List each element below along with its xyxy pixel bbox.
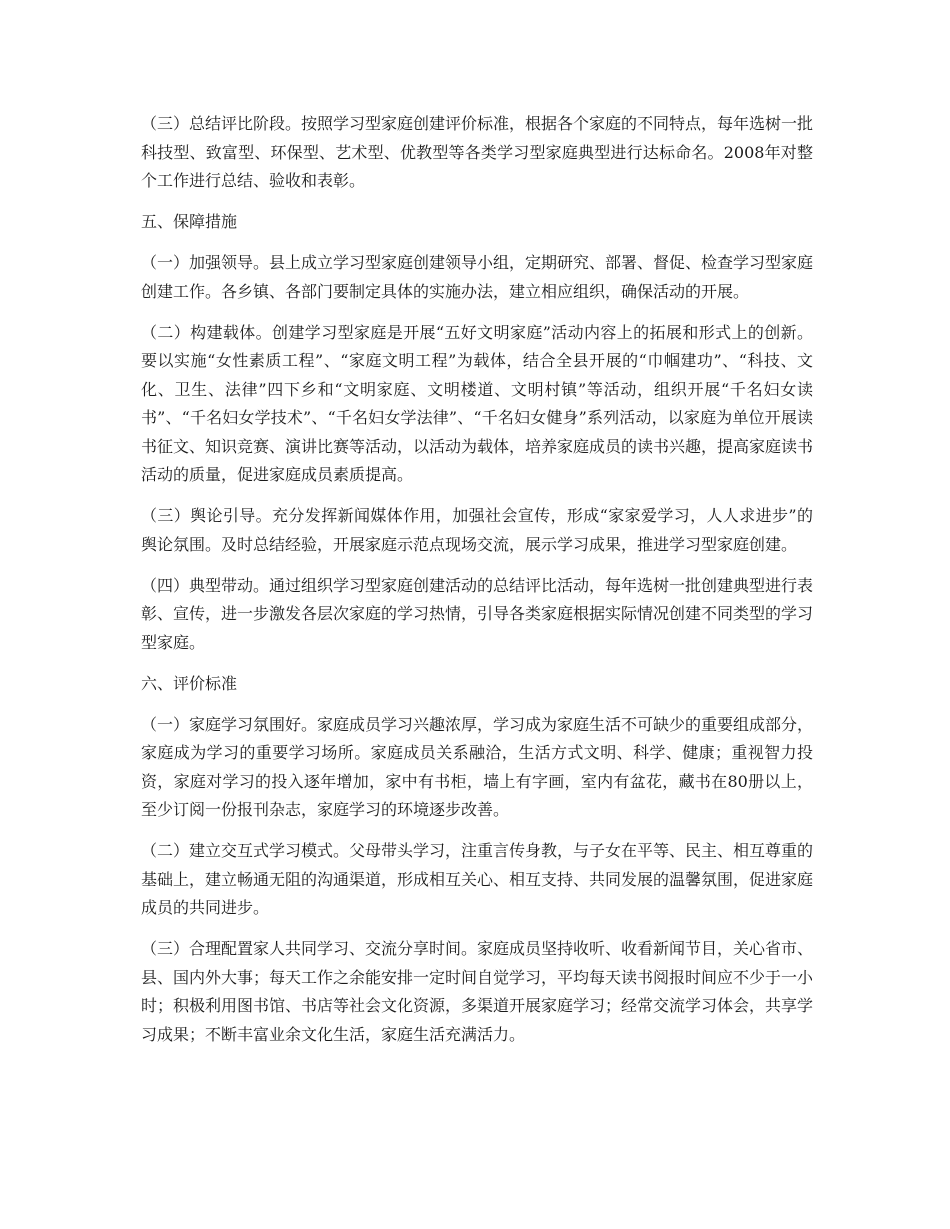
section-heading-safeguards: 五、保障措施 <box>141 212 238 231</box>
paragraph-summary-stage: （三）总结评比阶段。按照学习型家庭创建评价标准，根据各个家庭的不同特点，每年选树一批科技型、致富型、环保型、艺术型、优教型等各类学习型家庭典型进行达标命名。2008年对整个工作进行总结、验收和表彰。 <box>141 114 814 190</box>
paragraph-shared-time: （三）合理配置家人共同学习、交流分享时间。家庭成员坚持收听、收看新闻节目，关心省市、县、国内外大事；每天工作之余能安排一定时间自觉学习，平均每天读书阅报时间应不少于一小时；积极利用图书馆、书店等社会文化资源，多渠道开展家庭学习；经常交流学习体会，共享学习成果；不断丰富业余文化生活，家庭生活充满活力。 <box>141 939 814 1044</box>
document-body <box>141 110 813 1062</box>
section-heading-criteria: 六、评价标准 <box>141 673 238 693</box>
paragraph-public-opinion: （三）舆论引导。充分发挥新闻媒体作用，加强社会宣传，形成“家家爱学习，人人求进步”的舆论氛围。及时总结经验，开展家庭示范点现场交流，展示学习成果，推进学习型家庭创建。 <box>141 506 813 554</box>
paragraph-leadership: （一）加强领导。县上成立学习型家庭创建领导小组，定期研究、部署、督促、检查学习型家庭创建工作。各乡镇、各部门要制定具体的实施办法，建立相应组织，确保活动的开展。 <box>141 253 814 301</box>
paragraph-carrier: （二）构建载体。创建学习型家庭是开展“五好文明家庭”活动内容上的拓展和形式上的创新。要以实施“女性素质工程”、“家庭文明工程”为载体，结合全县开展的“巾帼建功”、“科技、文化、卫生、法律”四下乡和“文明家庭、文明楼道、文明村镇”等活动，组织开展“千名妇女读书”、“千名妇女学技术”、“千名妇女学法律”、“千名妇女健身”系列活动，以家庭为单位开展读书征文、知识竞赛、演讲比赛等活动，以活动为载体，培养家庭成员的读书兴趣，提高家庭读书活动的质量，促进家庭成员素质提高。 <box>141 322 814 484</box>
paragraph-interactive-learning: （二）建立交互式学习模式。父母带头学习，注重言传身教，与子女在平等、民主、相互尊重的基础上，建立畅通无阻的沟通渠道，形成相互关心、相互支持、共同发展的温馨氛围，促进家庭成员的共同进步。 <box>141 841 814 917</box>
paragraph-learning-atmosphere: （一）家庭学习氛围好。家庭成员学习兴趣浓厚，学习成为家庭生活不可缺少的重要组成部分，家庭成为学习的重要学习场所。家庭成员关系融洽，生活方式文明、科学、健康；重视智力投资，家庭对学习的投入逐年增加，家中有书柜，墙上有字画，室内有盆花，藏书在80册以上，至少订阅一份报刊杂志，家庭学习的环境逐步改善。 <box>141 714 814 819</box>
paragraph-role-models: （四）典型带动。通过组织学习型家庭创建活动的总结评比活动，每年选树一批创建典型进行表彰、宣传，进一步激发各层次家庭的学习热情，引导各类家庭根据实际情况创建不同类型的学习型家庭。 <box>141 575 814 652</box>
